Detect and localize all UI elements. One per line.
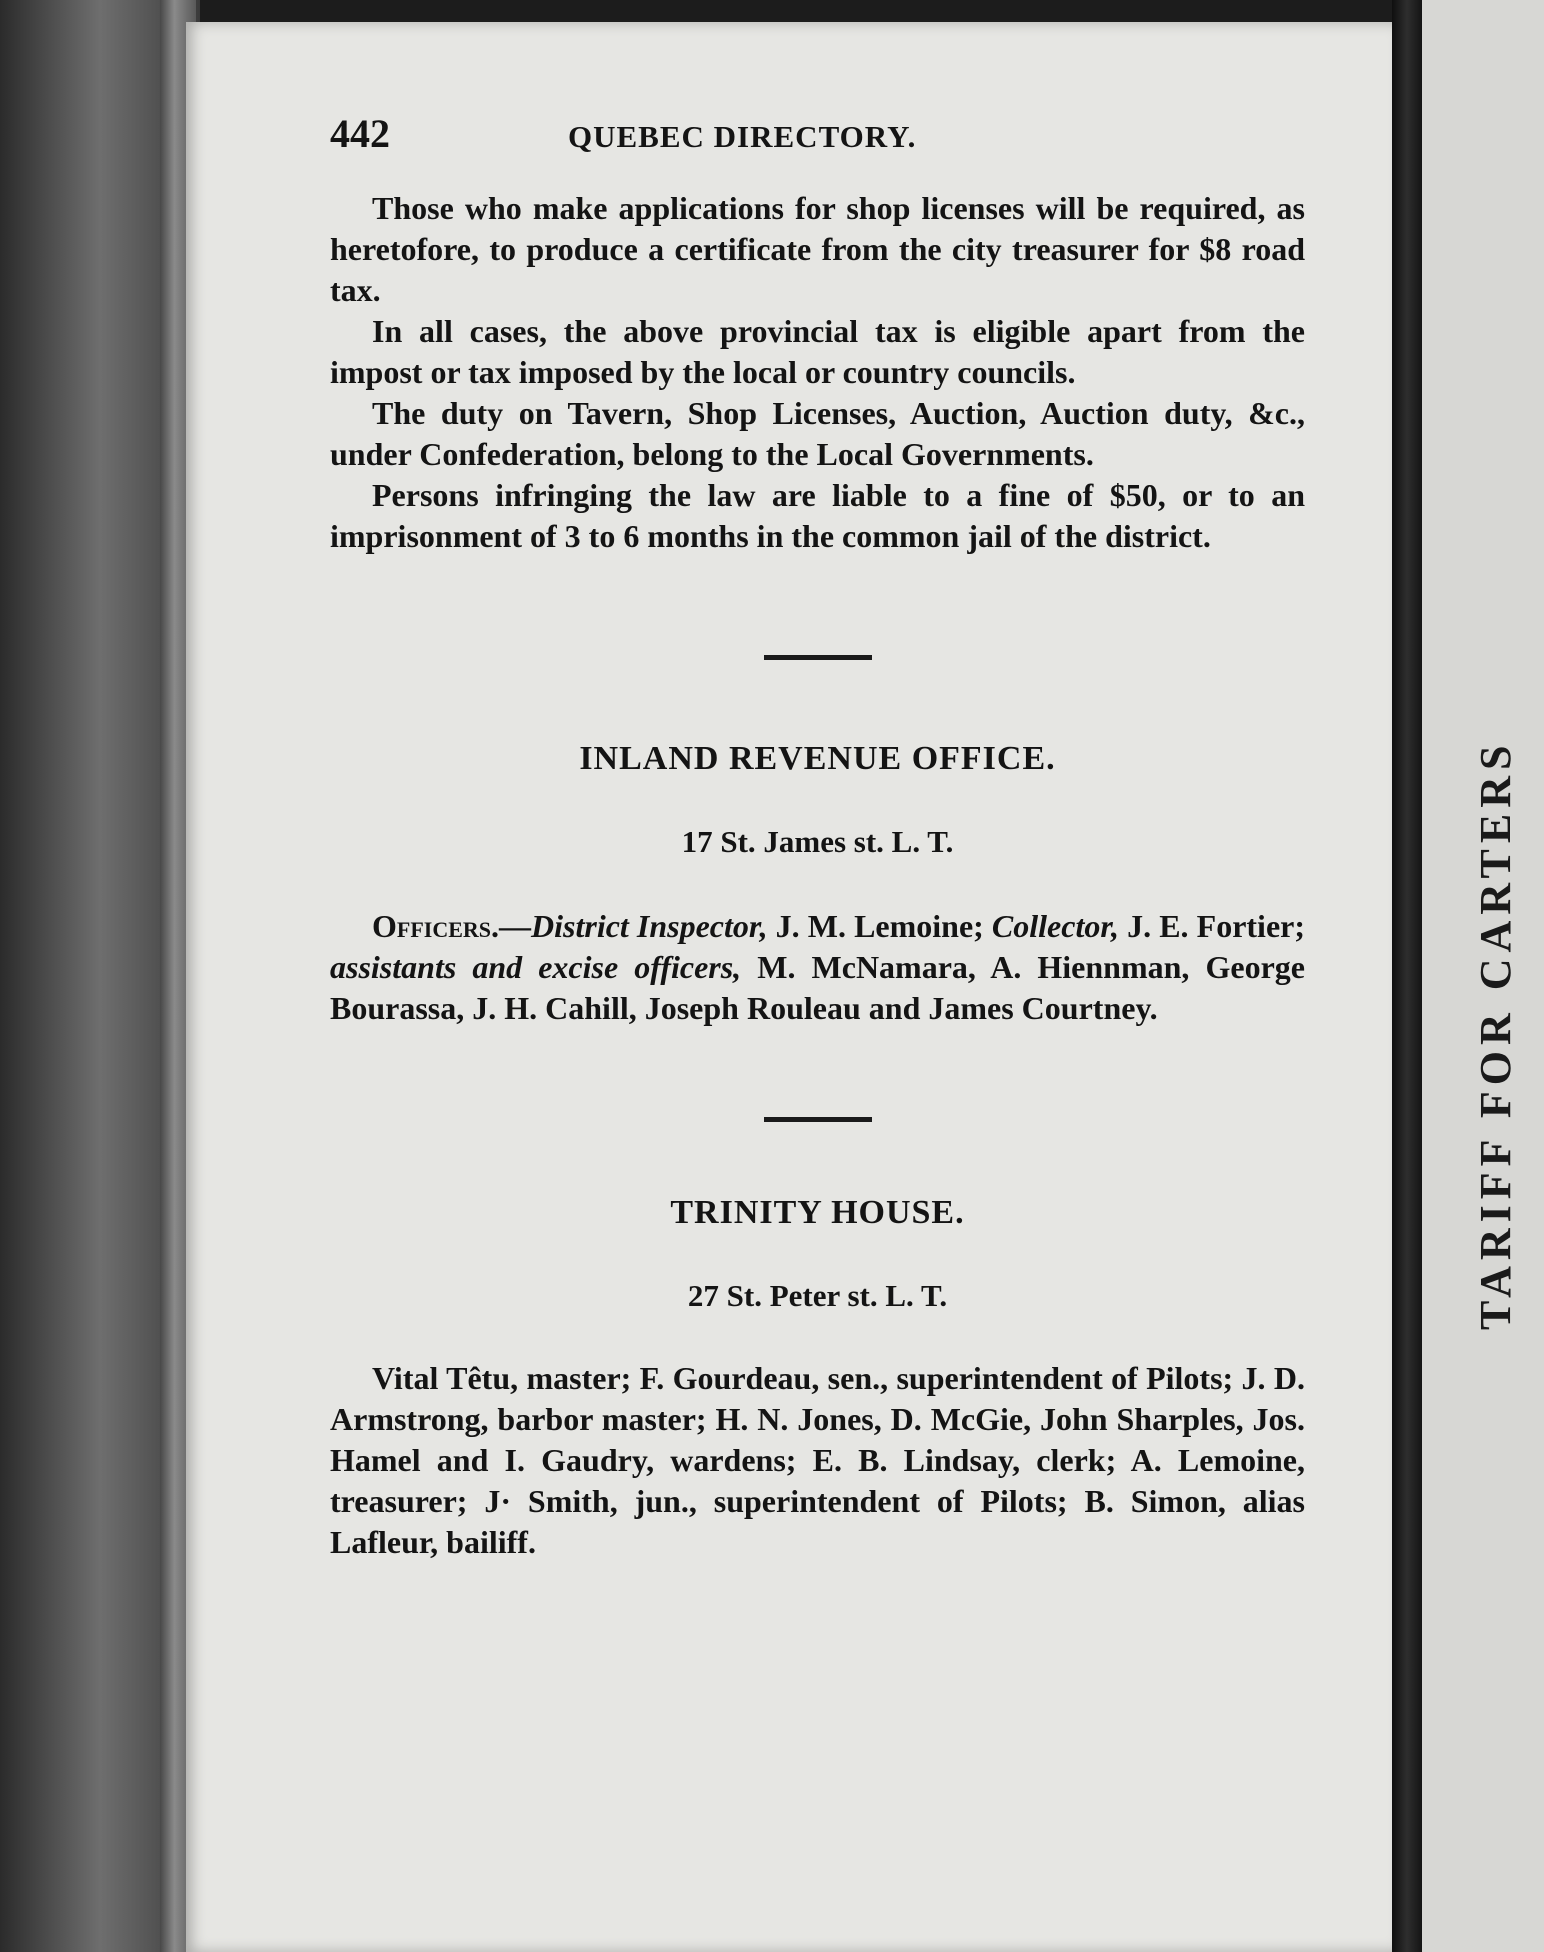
paragraph-provincial-tax: In all cases, the above provincial tax is eligible apart from the impost or tax imposed by the local or country councils. <box>330 313 1305 390</box>
page-content <box>330 110 1305 1563</box>
officer-name-collector: J. E. Fortier; <box>1119 908 1305 944</box>
running-title: QUEBEC DIRECTORY. <box>568 119 917 154</box>
section-divider <box>764 655 872 660</box>
paragraph-penalty: Persons infringing the law are liable to a fine of $50, or to an imprisonment of 3 to 6 months in the common jail of the district. <box>330 477 1305 554</box>
paragraph-duty: The duty on Tavern, Shop Licenses, Auction, Auction duty, &c., under Confederation, belong to the Local Governments. <box>330 395 1305 472</box>
page-header <box>330 110 1305 170</box>
adjacent-page-side-text: TARIFF FOR CARTERS <box>1471 739 1520 1330</box>
officer-name-inspector: J. M. Lemoine; <box>767 908 992 944</box>
inland-revenue-title: INLAND REVENUE OFFICE. <box>579 740 1056 777</box>
paragraph-shop-licenses: Those who make applications for shop licenses will be required, as heretofore, to produce a certificate from the city treasurer for $8 road tax. <box>330 190 1305 308</box>
trinity-house-title: TRINITY HOUSE. <box>670 1194 965 1231</box>
officers-label: Officers.— <box>372 908 532 944</box>
inland-revenue-address: 17 St. James st. L. T. <box>681 824 954 859</box>
officer-role-collector: Collector, <box>991 908 1120 944</box>
inland-revenue-officers <box>330 906 1305 1029</box>
officer-role-assistants: assistants and excise officers, <box>330 949 742 985</box>
page-number: 442 <box>330 111 390 156</box>
page-gutter <box>1392 0 1422 1952</box>
trinity-house-address: 27 St. Peter st. L. T. <box>687 1278 948 1313</box>
section-divider <box>764 1117 872 1122</box>
trinity-house-officers: Vital Têtu, master; F. Gourdeau, sen., superintendent of Pilots; J. D. Armstrong, barbor master; H. N. Jones, D. McGie, John Sharples, Jos. Hamel and I. Gaudry, wardens; E. B. Lindsay, clerk; A. Lemoine, treasurer; J· Smith, jun., superintendent of Pilots; B. Simon, alias Lafleur, bailiff. <box>330 1360 1305 1560</box>
officer-names-assistants: M. McNamara, A. Hiennman, George Bourassa, J. H. Cahill, Joseph Rouleau and James Courtney. <box>330 949 1306 1026</box>
officer-role-inspector: District Inspector, <box>531 908 768 944</box>
